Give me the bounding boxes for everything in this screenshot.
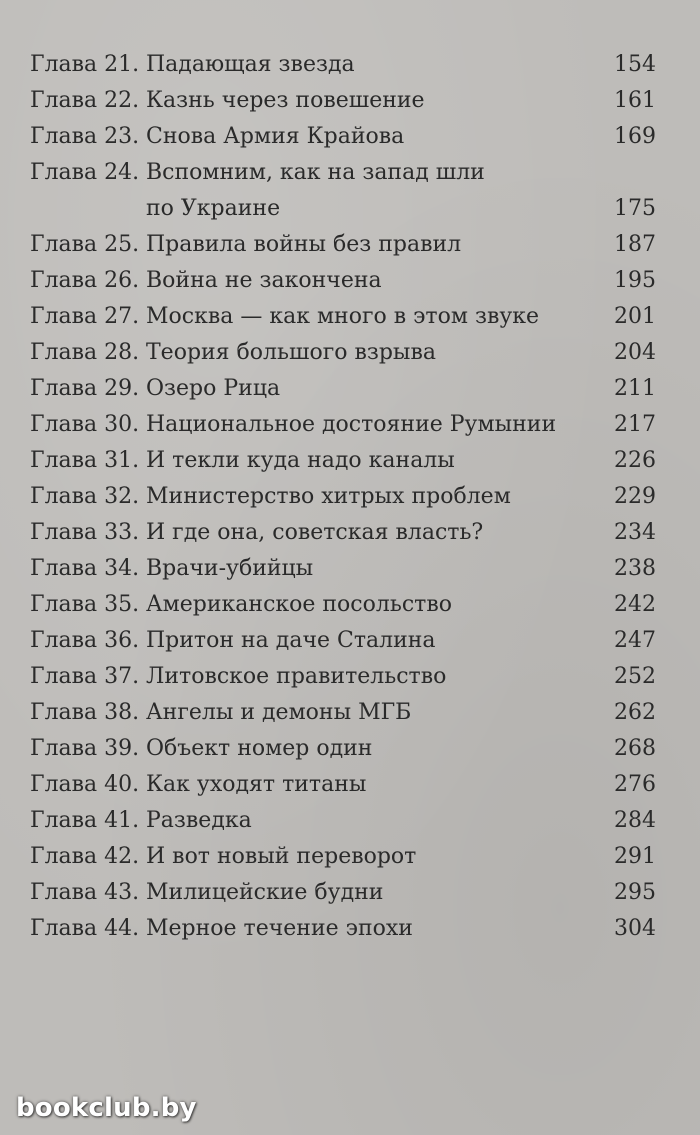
chapter-label: Глава 28. <box>30 340 140 365</box>
chapter-label: Глава 25. <box>30 232 140 257</box>
chapter-label: Глава 24. <box>30 160 140 185</box>
chapter-page-number: 211 <box>614 376 656 401</box>
chapter-title: Мерное течение эпохи <box>146 916 413 941</box>
chapter-title: Москва — как много в этом звуке <box>146 304 540 329</box>
chapter-title: Объект номер один <box>146 736 373 761</box>
toc-entry <box>0 695 700 731</box>
toc-entry <box>0 551 700 587</box>
chapter-page-number: 252 <box>614 664 656 689</box>
chapter-page-number: 201 <box>614 304 656 329</box>
chapter-label: Глава 38. <box>30 700 140 725</box>
chapter-label: Глава 30. <box>30 412 140 437</box>
toc-entry <box>0 299 700 335</box>
chapter-label: Глава 42. <box>30 844 140 869</box>
chapter-page-number: 229 <box>614 484 656 509</box>
chapter-title: Война не закончена <box>146 268 382 293</box>
toc-entry <box>0 515 700 551</box>
chapter-page-number: 262 <box>614 700 656 725</box>
toc-entry <box>0 47 700 83</box>
chapter-page-number: 238 <box>614 556 656 581</box>
toc-entry <box>0 839 700 875</box>
chapter-title: И вот новый переворот <box>146 844 417 869</box>
chapter-title: Как уходят титаны <box>146 772 367 797</box>
toc-entry <box>0 443 700 479</box>
toc-entry <box>0 83 700 119</box>
chapter-page-number: 284 <box>614 808 656 833</box>
toc-entry <box>0 659 700 695</box>
chapter-title: Притон на даче Сталина <box>146 628 436 653</box>
toc-entry <box>0 263 700 299</box>
chapter-page-number: 187 <box>614 232 656 257</box>
chapter-label: Глава 31. <box>30 448 140 473</box>
table-of-contents <box>0 47 700 947</box>
chapter-page-number: 175 <box>614 196 656 221</box>
chapter-page-number: 154 <box>614 52 656 77</box>
chapter-label: Глава 23. <box>30 124 140 149</box>
toc-entry <box>0 587 700 623</box>
chapter-title: Ангелы и демоны МГБ <box>146 700 412 725</box>
chapter-title: Вспомним, как на запад шли <box>146 160 485 185</box>
chapter-label: Глава 22. <box>30 88 140 113</box>
chapter-title: И текли куда надо каналы <box>146 448 455 473</box>
chapter-title: Правила войны без правил <box>146 232 462 257</box>
chapter-label: Глава 29. <box>30 376 140 401</box>
chapter-label: Глава 32. <box>30 484 140 509</box>
chapter-title: Литовское правительство <box>146 664 447 689</box>
chapter-page-number: 304 <box>614 916 656 941</box>
chapter-title: Теория большого взрыва <box>146 340 436 365</box>
chapter-page-number: 276 <box>614 772 656 797</box>
chapter-label: Глава 27. <box>30 304 140 329</box>
chapter-title: Казнь через повешение <box>146 88 425 113</box>
chapter-label: Глава 34. <box>30 556 140 581</box>
toc-entry <box>0 119 700 155</box>
chapter-title: Озеро Рица <box>146 376 281 401</box>
chapter-label: Глава 36. <box>30 628 140 653</box>
chapter-page-number: 242 <box>614 592 656 617</box>
toc-entry <box>0 479 700 515</box>
chapter-label: Глава 39. <box>30 736 140 761</box>
chapter-title: Снова Армия Крайова <box>146 124 405 149</box>
chapter-page-number: 291 <box>614 844 656 869</box>
chapter-title: Американское посольство <box>146 592 452 617</box>
toc-entry <box>0 623 700 659</box>
chapter-title: по Украине <box>146 196 281 221</box>
toc-entry <box>0 335 700 371</box>
chapter-label: Глава 21. <box>30 52 140 77</box>
chapter-label: Глава 44. <box>30 916 140 941</box>
toc-entry <box>0 911 700 947</box>
chapter-label: Глава 43. <box>30 880 140 905</box>
chapter-page-number: 247 <box>614 628 656 653</box>
toc-entry <box>0 407 700 443</box>
chapter-page-number: 226 <box>614 448 656 473</box>
watermark-logo: bookclub.by <box>16 1093 197 1123</box>
chapter-title: Врачи-убийцы <box>146 556 314 581</box>
chapter-page-number: 195 <box>614 268 656 293</box>
chapter-title: И где она, советская власть? <box>146 520 484 545</box>
toc-entry <box>0 731 700 767</box>
chapter-page-number: 268 <box>614 736 656 761</box>
toc-entry-continuation <box>0 191 700 227</box>
chapter-label: Глава 37. <box>30 664 140 689</box>
chapter-title: Падающая звезда <box>146 52 355 77</box>
chapter-page-number: 217 <box>614 412 656 437</box>
chapter-title: Разведка <box>146 808 252 833</box>
chapter-page-number: 161 <box>614 88 656 113</box>
chapter-label: Глава 40. <box>30 772 140 797</box>
chapter-title: Национальное достояние Румынии <box>146 412 557 437</box>
chapter-title: Милицейские будни <box>146 880 384 905</box>
chapter-page-number: 295 <box>614 880 656 905</box>
chapter-label: Глава 35. <box>30 592 140 617</box>
chapter-page-number: 204 <box>614 340 656 365</box>
chapter-page-number: 234 <box>614 520 656 545</box>
toc-entry <box>0 227 700 263</box>
toc-entry <box>0 371 700 407</box>
toc-entry <box>0 767 700 803</box>
chapter-label: Глава 33. <box>30 520 140 545</box>
chapter-page-number: 169 <box>614 124 656 149</box>
chapter-label: Глава 41. <box>30 808 140 833</box>
toc-entry <box>0 803 700 839</box>
chapter-label: Глава 26. <box>30 268 140 293</box>
toc-entry <box>0 875 700 911</box>
toc-entry <box>0 155 700 191</box>
chapter-title: Министерство хитрых проблем <box>146 484 511 509</box>
